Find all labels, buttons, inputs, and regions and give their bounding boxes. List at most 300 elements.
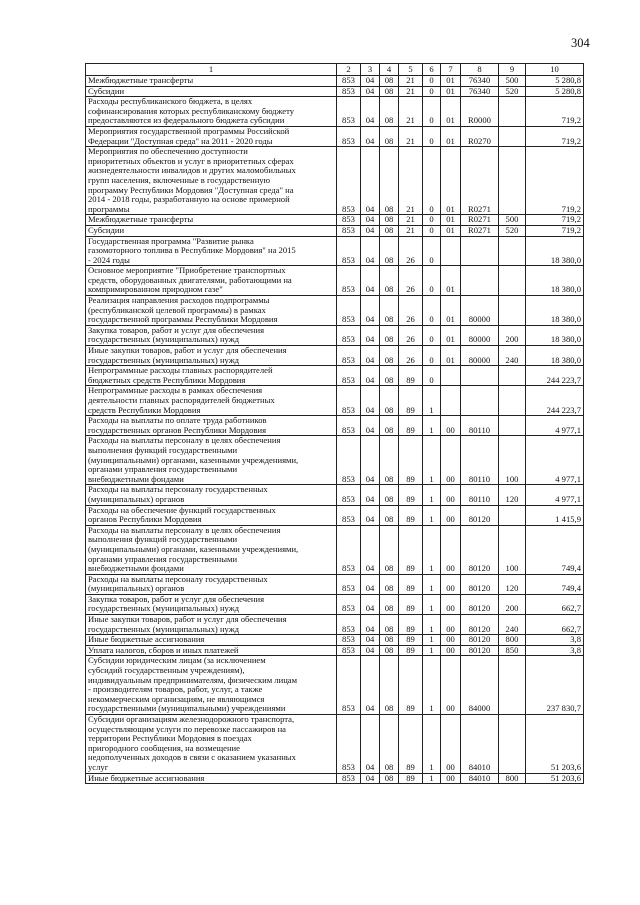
code-ministry: 853 <box>337 416 361 436</box>
amount: 51 203,6 <box>526 773 584 784</box>
code-subsection: 08 <box>380 346 399 366</box>
code-subsection: 08 <box>380 645 399 656</box>
code-subsection: 08 <box>380 574 399 594</box>
code-direction: 80120 <box>461 505 499 525</box>
code-expense-type: 800 <box>499 773 526 784</box>
code-subsection: 08 <box>380 505 399 525</box>
code-ministry: 853 <box>337 635 361 646</box>
code-expense-type <box>499 366 526 386</box>
code-section: 04 <box>361 773 380 784</box>
code-direction: 80120 <box>461 525 499 574</box>
table-row <box>86 615 584 635</box>
amount: 244 223,7 <box>526 366 584 386</box>
amount: 4 977,1 <box>526 436 584 485</box>
code-section: 04 <box>361 505 380 525</box>
table-row <box>86 215 584 226</box>
table-row <box>86 97 584 127</box>
code-program: 26 <box>399 296 423 326</box>
code-activity <box>441 366 461 386</box>
code-subprogram: 1 <box>423 505 441 525</box>
row-name: Мероприятия государственной программы Российской Федерации "Доступная среда" на 2011 - 2020 годы <box>86 126 337 146</box>
code-section: 04 <box>361 86 380 97</box>
code-activity: 00 <box>441 416 461 436</box>
code-activity: 01 <box>441 147 461 215</box>
code-activity: 01 <box>441 325 461 345</box>
code-subprogram: 0 <box>423 126 441 146</box>
code-ministry: 853 <box>337 86 361 97</box>
code-subprogram: 1 <box>423 485 441 505</box>
code-expense-type <box>499 126 526 146</box>
table-row <box>86 366 584 386</box>
code-expense-type: 800 <box>499 635 526 646</box>
amount: 662,7 <box>526 615 584 635</box>
code-direction: R0271 <box>461 215 499 226</box>
code-program: 21 <box>399 147 423 215</box>
code-activity: 01 <box>441 76 461 87</box>
code-expense-type <box>499 715 526 774</box>
code-ministry: 853 <box>337 147 361 215</box>
code-activity: 00 <box>441 715 461 774</box>
amount: 749,4 <box>526 574 584 594</box>
code-ministry: 853 <box>337 126 361 146</box>
code-subsection: 08 <box>380 97 399 127</box>
code-program: 26 <box>399 325 423 345</box>
code-program: 21 <box>399 126 423 146</box>
code-subsection: 08 <box>380 86 399 97</box>
code-subsection: 08 <box>380 236 399 266</box>
code-program: 89 <box>399 366 423 386</box>
code-program: 89 <box>399 615 423 635</box>
row-name: Иные бюджетные ассигнования <box>86 635 337 646</box>
code-section: 04 <box>361 147 380 215</box>
code-section: 04 <box>361 715 380 774</box>
code-subsection: 08 <box>380 76 399 87</box>
code-section: 04 <box>361 574 380 594</box>
code-program: 89 <box>399 574 423 594</box>
code-activity: 00 <box>441 645 461 656</box>
code-section: 04 <box>361 525 380 574</box>
amount: 4 977,1 <box>526 485 584 505</box>
code-subprogram: 1 <box>423 525 441 574</box>
code-section: 04 <box>361 635 380 646</box>
row-name: Иные бюджетные ассигнования <box>86 773 337 784</box>
row-name: Субсидии <box>86 86 337 97</box>
code-activity: 00 <box>441 505 461 525</box>
code-program: 21 <box>399 76 423 87</box>
row-name: Расходы на выплаты по оплате труда работников государственных органов Республики Мордовия <box>86 416 337 436</box>
code-ministry: 853 <box>337 594 361 614</box>
table-row <box>86 86 584 97</box>
table-row <box>86 416 584 436</box>
row-name: Межбюджетные трансферты <box>86 76 337 87</box>
code-section: 04 <box>361 346 380 366</box>
code-expense-type <box>499 97 526 127</box>
code-subsection: 08 <box>380 366 399 386</box>
code-section: 04 <box>361 126 380 146</box>
code-subsection: 08 <box>380 147 399 215</box>
code-ministry: 853 <box>337 485 361 505</box>
code-direction: 80120 <box>461 594 499 614</box>
code-direction: 80110 <box>461 416 499 436</box>
code-ministry: 853 <box>337 505 361 525</box>
table-row <box>86 225 584 236</box>
code-activity: 00 <box>441 773 461 784</box>
code-expense-type <box>499 236 526 266</box>
amount: 719,2 <box>526 147 584 215</box>
code-direction: 80000 <box>461 296 499 326</box>
code-subprogram: 0 <box>423 225 441 236</box>
code-subsection: 08 <box>380 615 399 635</box>
code-expense-type: 100 <box>499 525 526 574</box>
table-row <box>86 773 584 784</box>
table-row <box>86 574 584 594</box>
code-ministry: 853 <box>337 97 361 127</box>
code-activity <box>441 386 461 416</box>
code-ministry: 853 <box>337 615 361 635</box>
row-name: Расходы на выплаты персоналу государственных (муниципальных) органов <box>86 485 337 505</box>
code-program: 21 <box>399 215 423 226</box>
table-row <box>86 505 584 525</box>
column-header: 3 <box>361 64 380 76</box>
code-section: 04 <box>361 645 380 656</box>
code-expense-type <box>499 147 526 215</box>
row-name: Мероприятия по обеспечению доступности приоритетных объектов и услуг в приоритетных сферах жизнедеятельности инвалидов и других маломобильных групп населения, включенные в государственную программу Республики Мордовия "Доступная среда" на 2014 - 2018 годы, разработанную на основе примерной программы <box>86 147 337 215</box>
code-section: 04 <box>361 416 380 436</box>
code-program: 26 <box>399 346 423 366</box>
page-number: 304 <box>571 36 590 50</box>
table-row <box>86 266 584 296</box>
code-activity: 00 <box>441 635 461 646</box>
code-ministry: 853 <box>337 574 361 594</box>
amount: 51 203,6 <box>526 715 584 774</box>
code-subsection: 08 <box>380 126 399 146</box>
row-name: Субсидии организациям железнодорожного транспорта, осуществляющим услуги по перевозке пассажиров на территории Республики Мордовия в поездах пригородного сообщения, на возмещение недополученных доходов в связи с оказанием указанных услуг <box>86 715 337 774</box>
amount: 749,4 <box>526 525 584 574</box>
code-activity: 00 <box>441 594 461 614</box>
code-section: 04 <box>361 325 380 345</box>
code-program: 89 <box>399 645 423 656</box>
code-direction <box>461 386 499 416</box>
code-direction: 84010 <box>461 715 499 774</box>
code-subsection: 08 <box>380 485 399 505</box>
code-direction: 84000 <box>461 656 499 715</box>
code-expense-type <box>499 416 526 436</box>
code-expense-type: 500 <box>499 215 526 226</box>
code-expense-type: 120 <box>499 574 526 594</box>
code-section: 04 <box>361 615 380 635</box>
code-subsection: 08 <box>380 266 399 296</box>
code-section: 04 <box>361 386 380 416</box>
code-program: 89 <box>399 656 423 715</box>
code-ministry: 853 <box>337 266 361 296</box>
code-subsection: 08 <box>380 386 399 416</box>
code-activity: 01 <box>441 215 461 226</box>
amount: 719,2 <box>526 225 584 236</box>
code-subprogram: 1 <box>423 773 441 784</box>
code-activity: 00 <box>441 436 461 485</box>
code-direction: R0271 <box>461 147 499 215</box>
code-direction: 76340 <box>461 86 499 97</box>
row-name: Основное мероприятие "Приобретение транспортных средств, оборудованных двигателями, работающими на компримированном природном газе" <box>86 266 337 296</box>
code-expense-type <box>499 505 526 525</box>
code-subsection: 08 <box>380 436 399 485</box>
code-program: 89 <box>399 715 423 774</box>
code-program: 21 <box>399 86 423 97</box>
code-subprogram: 1 <box>423 715 441 774</box>
code-program: 89 <box>399 485 423 505</box>
row-name: Государственная программа "Развитие рынка газомоторного топлива в Республике Мордовия" на 2015 - 2024 годы <box>86 236 337 266</box>
code-ministry: 853 <box>337 525 361 574</box>
code-activity: 01 <box>441 86 461 97</box>
code-subprogram: 1 <box>423 416 441 436</box>
code-activity: 00 <box>441 574 461 594</box>
row-name: Реализация направления расходов подпрограммы (республиканской целевой программы) в рамках государственной программы Республики Мордовия <box>86 296 337 326</box>
code-subsection: 08 <box>380 635 399 646</box>
code-section: 04 <box>361 236 380 266</box>
code-program: 21 <box>399 225 423 236</box>
code-ministry: 853 <box>337 656 361 715</box>
table-row <box>86 236 584 266</box>
code-expense-type <box>499 296 526 326</box>
code-subprogram: 0 <box>423 236 441 266</box>
code-subprogram: 0 <box>423 266 441 296</box>
code-subsection: 08 <box>380 296 399 326</box>
column-header: 6 <box>423 64 441 76</box>
code-subprogram: 0 <box>423 366 441 386</box>
code-program: 89 <box>399 386 423 416</box>
column-header: 2 <box>337 64 361 76</box>
code-activity <box>441 236 461 266</box>
amount: 719,2 <box>526 215 584 226</box>
code-subprogram: 1 <box>423 594 441 614</box>
amount: 244 223,7 <box>526 386 584 416</box>
code-program: 89 <box>399 436 423 485</box>
code-subprogram: 1 <box>423 386 441 416</box>
table-row <box>86 645 584 656</box>
code-program: 21 <box>399 97 423 127</box>
code-subprogram: 0 <box>423 296 441 326</box>
table-row <box>86 656 584 715</box>
code-activity: 00 <box>441 656 461 715</box>
amount: 5 280,8 <box>526 86 584 97</box>
code-subprogram: 1 <box>423 656 441 715</box>
table-row <box>86 126 584 146</box>
code-direction: 84010 <box>461 773 499 784</box>
column-header: 10 <box>526 64 584 76</box>
code-ministry: 853 <box>337 715 361 774</box>
code-subprogram: 0 <box>423 86 441 97</box>
code-direction: 80120 <box>461 635 499 646</box>
code-subprogram: 0 <box>423 215 441 226</box>
amount: 719,2 <box>526 126 584 146</box>
row-name: Межбюджетные трансферты <box>86 215 337 226</box>
code-direction: R0270 <box>461 126 499 146</box>
code-expense-type: 500 <box>499 76 526 87</box>
amount: 18 380,0 <box>526 325 584 345</box>
code-activity: 00 <box>441 525 461 574</box>
table-row <box>86 386 584 416</box>
code-ministry: 853 <box>337 346 361 366</box>
code-ministry: 853 <box>337 296 361 326</box>
code-activity: 01 <box>441 266 461 296</box>
table-row <box>86 346 584 366</box>
amount: 18 380,0 <box>526 266 584 296</box>
code-direction: 80110 <box>461 436 499 485</box>
table-row <box>86 436 584 485</box>
table-row <box>86 525 584 574</box>
code-direction: 80120 <box>461 615 499 635</box>
code-ministry: 853 <box>337 325 361 345</box>
code-expense-type: 240 <box>499 615 526 635</box>
row-name: Расходы на выплаты персоналу в целях обеспечения выполнения функций государственными (муниципальными) органами, казенными учреждениями, органами управления государственными внебюджетными фондами <box>86 525 337 574</box>
code-expense-type: 120 <box>499 485 526 505</box>
code-subprogram: 0 <box>423 147 441 215</box>
code-program: 26 <box>399 266 423 296</box>
code-subsection: 08 <box>380 773 399 784</box>
code-expense-type <box>499 656 526 715</box>
table-row <box>86 147 584 215</box>
code-activity: 00 <box>441 615 461 635</box>
amount: 18 380,0 <box>526 236 584 266</box>
column-header: 8 <box>461 64 499 76</box>
amount: 18 380,0 <box>526 346 584 366</box>
code-program: 89 <box>399 594 423 614</box>
table-row <box>86 76 584 87</box>
code-expense-type: 100 <box>499 436 526 485</box>
row-name: Закупка товаров, работ и услуг для обеспечения государственных (муниципальных) нужд <box>86 325 337 345</box>
code-section: 04 <box>361 215 380 226</box>
code-ministry: 853 <box>337 76 361 87</box>
code-section: 04 <box>361 76 380 87</box>
table-row <box>86 715 584 774</box>
code-subsection: 08 <box>380 656 399 715</box>
code-activity: 01 <box>441 97 461 127</box>
code-direction: R0000 <box>461 97 499 127</box>
row-name: Непрограммные расходы в рамках обеспечения деятельности главных распорядителей бюджетных средств Республики Мордовия <box>86 386 337 416</box>
row-name: Закупка товаров, работ и услуг для обеспечения государственных (муниципальных) нужд <box>86 594 337 614</box>
column-header: 4 <box>380 64 399 76</box>
code-subprogram: 0 <box>423 97 441 127</box>
row-name: Расходы на обеспечение функций государственных органов Республики Мордовия <box>86 505 337 525</box>
amount: 18 380,0 <box>526 296 584 326</box>
row-name: Субсидии юридическим лицам (за исключением субсидий государственным учреждениям), индивидуальным предпринимателям, физическим лицам - производителям товаров, работ, услуг, а также некоммерческим организациям, не являющимся государственными (муниципальными) учреждениями <box>86 656 337 715</box>
column-header: 1 <box>86 64 337 76</box>
amount: 662,7 <box>526 594 584 614</box>
code-section: 04 <box>361 266 380 296</box>
code-ministry: 853 <box>337 436 361 485</box>
row-name: Субсидии <box>86 225 337 236</box>
code-expense-type: 520 <box>499 86 526 97</box>
code-activity: 01 <box>441 126 461 146</box>
amount: 237 830,7 <box>526 656 584 715</box>
header-row <box>86 64 584 76</box>
column-header: 9 <box>499 64 526 76</box>
code-subprogram: 1 <box>423 574 441 594</box>
code-section: 04 <box>361 594 380 614</box>
code-section: 04 <box>361 656 380 715</box>
code-program: 89 <box>399 635 423 646</box>
code-expense-type: 850 <box>499 645 526 656</box>
code-subprogram: 0 <box>423 346 441 366</box>
code-program: 26 <box>399 236 423 266</box>
row-name: Уплата налогов, сборов и иных платежей <box>86 645 337 656</box>
code-program: 89 <box>399 505 423 525</box>
table-row <box>86 485 584 505</box>
code-expense-type: 520 <box>499 225 526 236</box>
code-direction <box>461 236 499 266</box>
code-subprogram: 1 <box>423 436 441 485</box>
code-expense-type: 200 <box>499 594 526 614</box>
amount: 1 415,9 <box>526 505 584 525</box>
code-expense-type <box>499 266 526 296</box>
amount: 719,2 <box>526 97 584 127</box>
code-section: 04 <box>361 485 380 505</box>
amount: 4 977,1 <box>526 416 584 436</box>
code-activity: 01 <box>441 225 461 236</box>
amount: 5 280,8 <box>526 76 584 87</box>
code-ministry: 853 <box>337 366 361 386</box>
table-row <box>86 325 584 345</box>
code-program: 89 <box>399 416 423 436</box>
code-section: 04 <box>361 97 380 127</box>
code-subsection: 08 <box>380 225 399 236</box>
code-expense-type <box>499 386 526 416</box>
code-program: 89 <box>399 525 423 574</box>
code-direction <box>461 266 499 296</box>
table-row <box>86 635 584 646</box>
code-direction: 80110 <box>461 485 499 505</box>
code-activity: 01 <box>441 346 461 366</box>
code-direction: R0271 <box>461 225 499 236</box>
code-subprogram: 1 <box>423 645 441 656</box>
code-ministry: 853 <box>337 236 361 266</box>
code-activity: 00 <box>441 485 461 505</box>
code-subsection: 08 <box>380 525 399 574</box>
budget-table <box>85 63 584 784</box>
code-section: 04 <box>361 436 380 485</box>
row-name: Иные закупки товаров, работ и услуг для обеспечения государственных (муниципальных) нужд <box>86 346 337 366</box>
code-direction: 80120 <box>461 574 499 594</box>
row-name: Расходы республиканского бюджета, в целях софинансирования которых республиканскому бюджету предоставляются из федерального бюджета субсидии <box>86 97 337 127</box>
column-header: 7 <box>441 64 461 76</box>
code-direction: 80120 <box>461 645 499 656</box>
code-subprogram: 1 <box>423 635 441 646</box>
code-expense-type: 240 <box>499 346 526 366</box>
code-subsection: 08 <box>380 325 399 345</box>
code-section: 04 <box>361 366 380 386</box>
code-activity: 01 <box>441 296 461 326</box>
amount: 3,8 <box>526 635 584 646</box>
column-header: 5 <box>399 64 423 76</box>
code-direction <box>461 366 499 386</box>
code-ministry: 853 <box>337 215 361 226</box>
code-subprogram: 0 <box>423 76 441 87</box>
code-ministry: 853 <box>337 645 361 656</box>
code-ministry: 853 <box>337 773 361 784</box>
table-row <box>86 296 584 326</box>
code-subprogram: 0 <box>423 325 441 345</box>
code-section: 04 <box>361 296 380 326</box>
code-ministry: 853 <box>337 386 361 416</box>
table-row <box>86 594 584 614</box>
code-subsection: 08 <box>380 594 399 614</box>
code-direction: 76340 <box>461 76 499 87</box>
code-subsection: 08 <box>380 215 399 226</box>
code-subsection: 08 <box>380 416 399 436</box>
amount: 3,8 <box>526 645 584 656</box>
row-name: Иные закупки товаров, работ и услуг для обеспечения государственных (муниципальных) нужд <box>86 615 337 635</box>
code-subsection: 08 <box>380 715 399 774</box>
